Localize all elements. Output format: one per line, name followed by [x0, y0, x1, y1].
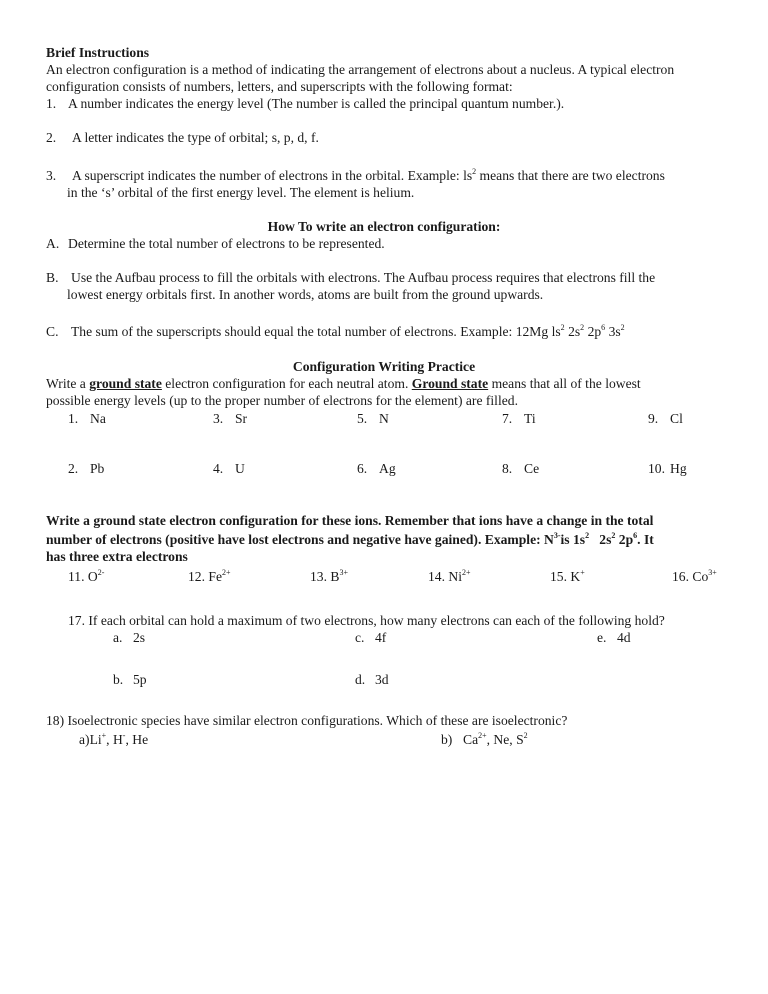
ion-item: 16. $Co^{3+}$: [672, 568, 717, 584]
item-number: 2.: [46, 130, 57, 145]
howto-step-a: A. Determine the total number of electrons to be represented.: [46, 236, 385, 251]
brief-item-3: 3. A superscript indicates the number of electrons in the orbital. Example: $ls^2$ means that there are two electrons: [46, 167, 665, 183]
step-label: B.: [46, 270, 59, 285]
item-number: 1.: [46, 96, 57, 111]
atom-item: 5. N: [357, 411, 389, 426]
practice-heading: Configuration Writing Practice: [292, 359, 476, 374]
intro-line-2: configuration consists of numbers, letters, and superscripts with the following format:: [46, 79, 513, 94]
ions-instructions-line-3: has three extra electrons: [46, 549, 188, 564]
practice-instructions: Write a ground state electron configuration for each neutral atom. Ground state means that all of the lowest: [46, 376, 641, 391]
howto-step-c: C. The sum of the superscripts should equal the total number of electrons. Example: 12Mg $ls^2$ $2s^2$ $2p^6$ $3s^2$: [46, 323, 625, 339]
atom-item: 6. Ag: [357, 461, 396, 476]
orbital-item: b. 5p: [113, 672, 147, 687]
step-label: A.: [46, 236, 60, 251]
ground-state-term-2: Ground state: [411, 376, 489, 391]
ground-state-term: ground state: [89, 376, 162, 391]
q18-option-a: a)Li+, H-, He: [79, 731, 149, 747]
orbital-item: a. 2s: [113, 630, 146, 645]
brief-item-3-line-2: in the ‘s’ orbital of the first energy level. The element is helium.: [67, 185, 415, 200]
atom-item: 7. Ti: [502, 411, 536, 426]
ion-item: 11. $O^{2-}$: [68, 568, 105, 584]
atom-item: 10. Hg: [648, 461, 687, 476]
intro-line-1: An electron configuration is a method of indicating the arrangement of electrons about a nucleus. A typical electron: [46, 62, 675, 77]
brief-item-1: [46, 95, 564, 112]
orbital-item: e. 4d: [597, 630, 631, 645]
ion-item: 15. K+: [550, 568, 585, 584]
practice-instructions-line-2: possible energy levels (up to the proper number of electrons for the element) are filled.: [46, 393, 518, 408]
howto-heading: How To write an electron configuration:: [267, 219, 501, 234]
brief-item-2: [46, 129, 319, 146]
atom-item: 9. Cl: [648, 411, 683, 426]
atom-item: 1. Na: [68, 411, 106, 426]
ions-instructions-line-2: number of electrons (positive have lost electrons and negative have gained). Example: $N^{3-}is$ $1s^2$ $2s^2$ $2p^6$. It: [46, 531, 654, 547]
ion-item: 13. $B^{3+}$: [310, 568, 348, 584]
atom-item: 2. Pb: [68, 461, 105, 476]
howto-step-b: B. Use the Aufbau process to fill the orbitals with electrons. The Aufbau process requires that electrons fill the: [46, 270, 656, 285]
ion-item: 12. $Fe^{2+}$: [188, 568, 231, 584]
atom-item: 4. U: [213, 461, 245, 476]
mg-config: $ls^2$ $2s^2$ $2p^6$ $3s^2$: [551, 323, 625, 339]
item-text: A letter indicates the type of orbital; s, p, d, f.: [72, 130, 319, 145]
item-number: 3.: [46, 168, 57, 183]
orbital-item: d. 3d: [355, 672, 389, 687]
howto-step-b-line-2: lowest energy orbitals first. In another words, atoms are built from the ground upwards.: [67, 287, 544, 302]
orbital-item: c. 4f: [355, 630, 387, 645]
atom-item: 3. Sr: [213, 411, 248, 426]
question-18: 18) Isoelectronic species have similar electron configurations. Which of these are isoelectronic?: [46, 713, 568, 728]
question-17: 17. If each orbital can hold a maximum of two electrons, how many electrons can each of the following hold?: [68, 613, 665, 628]
ion-item: 14. $Ni^{2+}$: [428, 568, 471, 584]
atom-item: 8. Ce: [502, 461, 540, 476]
brief-heading: Brief Instructions: [46, 45, 150, 60]
ions-instructions-line-1: Write a ground state electron configuration for these ions. Remember that ions have a change in the total: [46, 513, 654, 528]
step-label: C.: [46, 324, 59, 339]
q18-option-b: b) $Ca^{2+}$, Ne, $S^2$: [441, 731, 528, 747]
item-text: A number indicates the energy level (The number is called the principal quantum number.).: [68, 96, 565, 111]
